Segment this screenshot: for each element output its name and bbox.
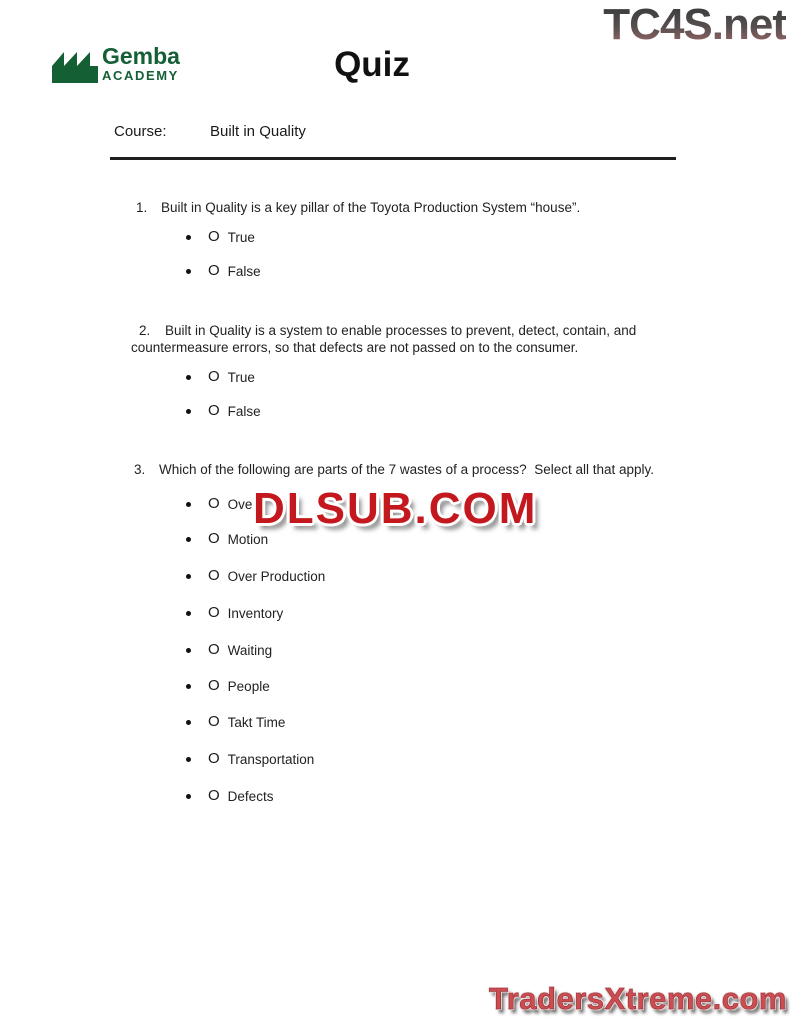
course-value: Built in Quality: [210, 123, 306, 140]
option-label: Waiting: [227, 642, 273, 658]
radio-circle-icon[interactable]: O: [208, 530, 220, 547]
radio-circle-icon[interactable]: O: [208, 368, 220, 385]
option-label: People: [227, 678, 270, 694]
option-label: Defects: [227, 788, 274, 804]
option-label: False: [227, 403, 261, 419]
bullet-icon: [186, 537, 191, 542]
dlsub-watermark: DLSUB.COM: [253, 484, 538, 533]
q1-option-true[interactable]: [186, 229, 255, 245]
course-row: [114, 123, 306, 140]
option-label: True: [227, 229, 255, 245]
radio-circle-icon[interactable]: O: [208, 495, 220, 512]
bullet-icon: [186, 235, 191, 240]
q3-option-transportation[interactable]: [186, 751, 314, 767]
radio-circle-icon[interactable]: O: [208, 677, 220, 694]
header-divider: [110, 157, 676, 160]
logo-name: Gemba: [102, 43, 180, 69]
bullet-icon: [186, 409, 191, 414]
q1-option-false[interactable]: [186, 263, 261, 279]
radio-circle-icon[interactable]: O: [208, 262, 220, 279]
question-2-text-line2: countermeasure errors, so that defects are not passed on to the consumer.: [131, 340, 579, 355]
question-2-number: 2.: [139, 323, 151, 338]
q3-option-over-production[interactable]: [186, 568, 325, 584]
q2-option-true[interactable]: [186, 369, 255, 385]
question-2-text-line1: Built in Quality is a system to enable processes to prevent, detect, contain, and: [165, 323, 637, 338]
radio-circle-icon[interactable]: O: [208, 641, 220, 658]
page-title: Quiz: [334, 45, 410, 84]
radio-circle-icon[interactable]: O: [208, 713, 220, 730]
option-label: Transportation: [227, 751, 315, 767]
question-2: [131, 322, 676, 356]
radio-circle-icon[interactable]: O: [208, 787, 220, 804]
bullet-icon: [186, 269, 191, 274]
bullet-icon: [186, 648, 191, 653]
question-1-text: Built in Quality is a key pillar of the Toyota Production System “house”.: [161, 200, 581, 215]
tradersxtreme-watermark: TradersXtreme.com: [489, 981, 787, 1016]
option-label: Motion: [227, 531, 269, 547]
question-3-number: 3.: [134, 462, 146, 477]
option-label: False: [227, 263, 261, 279]
option-label: Takt Time: [227, 714, 286, 730]
question-3: [134, 461, 654, 478]
option-label: True: [227, 369, 255, 385]
radio-circle-icon[interactable]: O: [208, 228, 220, 245]
bullet-icon: [186, 757, 191, 762]
option-label: Over Production: [227, 568, 326, 584]
q3-option-takt-time[interactable]: [186, 714, 285, 730]
course-label: Course:: [114, 123, 167, 140]
q3-option-defects[interactable]: [186, 788, 273, 804]
q3-option-over-processing[interactable]: [186, 496, 257, 512]
bullet-icon: [186, 611, 191, 616]
q2-option-false[interactable]: [186, 403, 261, 419]
question-3-text: Which of the following are parts of the 7 wastes of a process? Select all that apply.: [159, 462, 655, 477]
question-1: [136, 199, 580, 216]
q3-option-waiting[interactable]: [186, 642, 272, 658]
tc4s-watermark: TC4S.net: [603, 0, 786, 49]
radio-circle-icon[interactable]: O: [208, 402, 220, 419]
radio-circle-icon[interactable]: O: [208, 567, 220, 584]
bullet-icon: [186, 684, 191, 689]
radio-circle-icon[interactable]: O: [208, 750, 220, 767]
option-label: Over: [227, 496, 257, 512]
q3-option-inventory[interactable]: [186, 605, 283, 621]
bullet-icon: [186, 502, 191, 507]
bullet-icon: [186, 794, 191, 799]
bullet-icon: [186, 720, 191, 725]
bullet-icon: [186, 375, 191, 380]
question-1-number: 1.: [136, 200, 148, 215]
radio-circle-icon[interactable]: O: [208, 604, 220, 621]
q3-option-people[interactable]: [186, 678, 270, 694]
bullet-icon: [186, 574, 191, 579]
logo-subname: ACADEMY: [102, 68, 179, 83]
option-label: Inventory: [227, 605, 284, 621]
